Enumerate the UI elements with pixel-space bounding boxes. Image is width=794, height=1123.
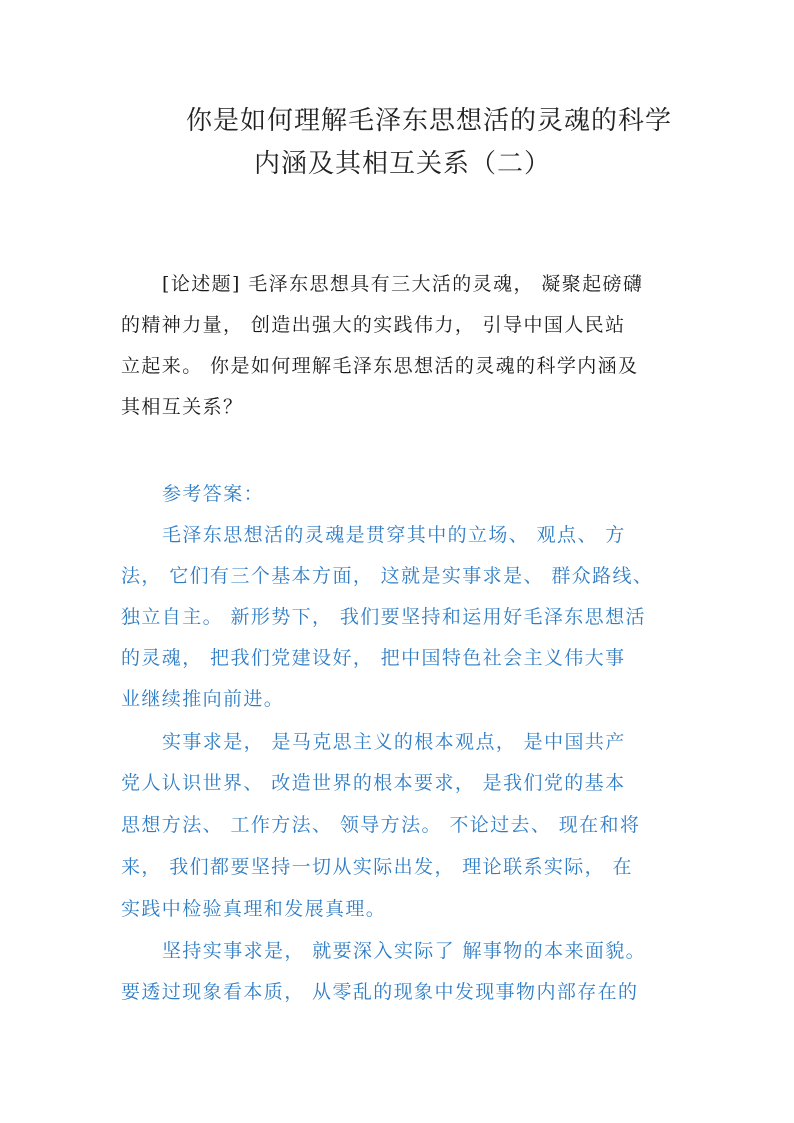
answer-line-8: 思想方法、 工作方法、 领导方法。 不论过去、 现在和将 bbox=[121, 814, 641, 836]
answer-line-3: 独立自主。 新形势下， 我们要坚持和运用好毛泽东思想活 bbox=[121, 606, 646, 628]
question-line-3: 立起来。 你是如何理解毛泽东思想活的灵魂的科学内涵及 bbox=[121, 355, 639, 377]
question-line-1: [论述题] 毛泽东思想具有三大活的灵魂， 凝聚起磅礴 bbox=[162, 273, 644, 295]
document-title-line-2: 内涵及其相互关系（二） bbox=[254, 149, 552, 179]
answer-line-2: 法， 它们有三个基本方面， 这就是实事求是、 群众路线、 bbox=[121, 565, 654, 587]
answer-line-10: 实践中检验真理和发展真理。 bbox=[121, 898, 387, 920]
answer-line-4: 的灵魂， 把我们党建设好， 把中国特色社会主义伟大事 bbox=[121, 647, 626, 669]
question-line-4: 其相互关系？ bbox=[121, 396, 244, 418]
answer-line-5: 业继续推向前进。 bbox=[121, 688, 285, 710]
answer-line-7: 党人认识世界、 改造世界的根本要求， 是我们党的基本 bbox=[121, 772, 626, 794]
answer-line-6: 实事求是， 是马克思主义的根本观点， 是中国共产 bbox=[162, 731, 626, 753]
answer-label: 参考答案： bbox=[162, 483, 265, 505]
answer-line-12: 要透过现象看本质， 从零乱的现象中发现事物内部存在的 bbox=[121, 981, 639, 1003]
answer-line-11: 坚持实事求是， 就要深入实际了 解事物的本来面貌。 bbox=[162, 940, 647, 962]
answer-line-1: 毛泽东思想活的灵魂是贯穿其中的立场、 观点、 方 bbox=[162, 524, 626, 546]
document-title-line-1: 你是如何理解毛泽东思想活的灵魂的科学 bbox=[186, 106, 673, 136]
answer-line-9: 来， 我们都要坚持一切从实际出发， 理论联系实际， 在 bbox=[121, 856, 633, 878]
question-line-2: 的精神力量， 创造出强大的实践伟力， 引导中国人民站 bbox=[121, 314, 626, 336]
